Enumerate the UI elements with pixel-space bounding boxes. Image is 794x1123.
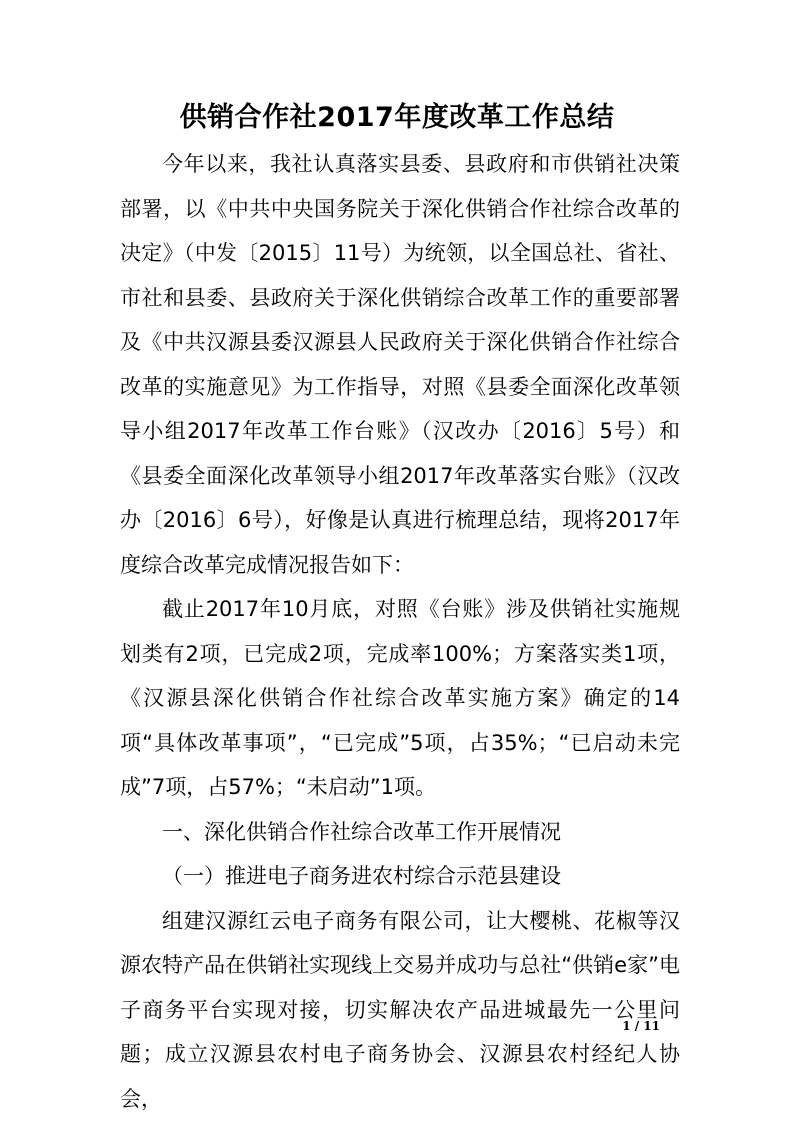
page-number: 1 / 11: [622, 1019, 660, 1033]
section-heading: 一、深化供销合作社综合改革工作开展情况: [162, 819, 561, 844]
document-body: [120, 142, 680, 1121]
document-title: 供销合作社2017年度改革工作总结: [179, 102, 615, 133]
paragraph-intro: 今年以来，我社认真落实县委、县政府和市供销社决策部署，以《中共中央国务院关于深化供销合作社综合改革的决定》（中发〔2015〕11号）为统领，以全国总社、省社、市社和县委、县政府关于深化供销综合改革工作的重要部署及《中共汉源县委汉源县人民政府关于深化供销合作社综合改革的实施意见》为工作指导，对照《县委全面深化改革领导小组2017年改革工作台账》（汉改办〔2016〕5号）和《县委全面深化改革领导小组2017年改革落实台账》（汉改办〔2016〕6号），好像是认真进行梳理总结，现将2017年度综合改革完成情况报告如下：: [120, 152, 680, 577]
subsection-heading: （一）推进电子商务进农村综合示范县建设: [162, 864, 561, 888]
paragraph-statistics: 截止2017年10月底，对照《台账》涉及供销社实施规划类有2项，已完成2项，完成率100%；方案落实类1项，《汉源县深化供销合作社综合改革实施方案》确定的14项“具体改革事项”，“已完成”5项，占35%；“已启动未完成”7项，占57%；“未启动”1项。: [120, 597, 680, 799]
paragraph-ecommerce: 组建汉源红云电子商务有限公司，让大樱桃、花椒等汉源农特产品在供销社实现线上交易并成功与总社“供销e家”电子商务平台实现对接，切实解决农产品进城最先一公里问题；成立汉源县农村电子商务协会、汉源县农村经纪人协会，: [120, 908, 680, 1111]
